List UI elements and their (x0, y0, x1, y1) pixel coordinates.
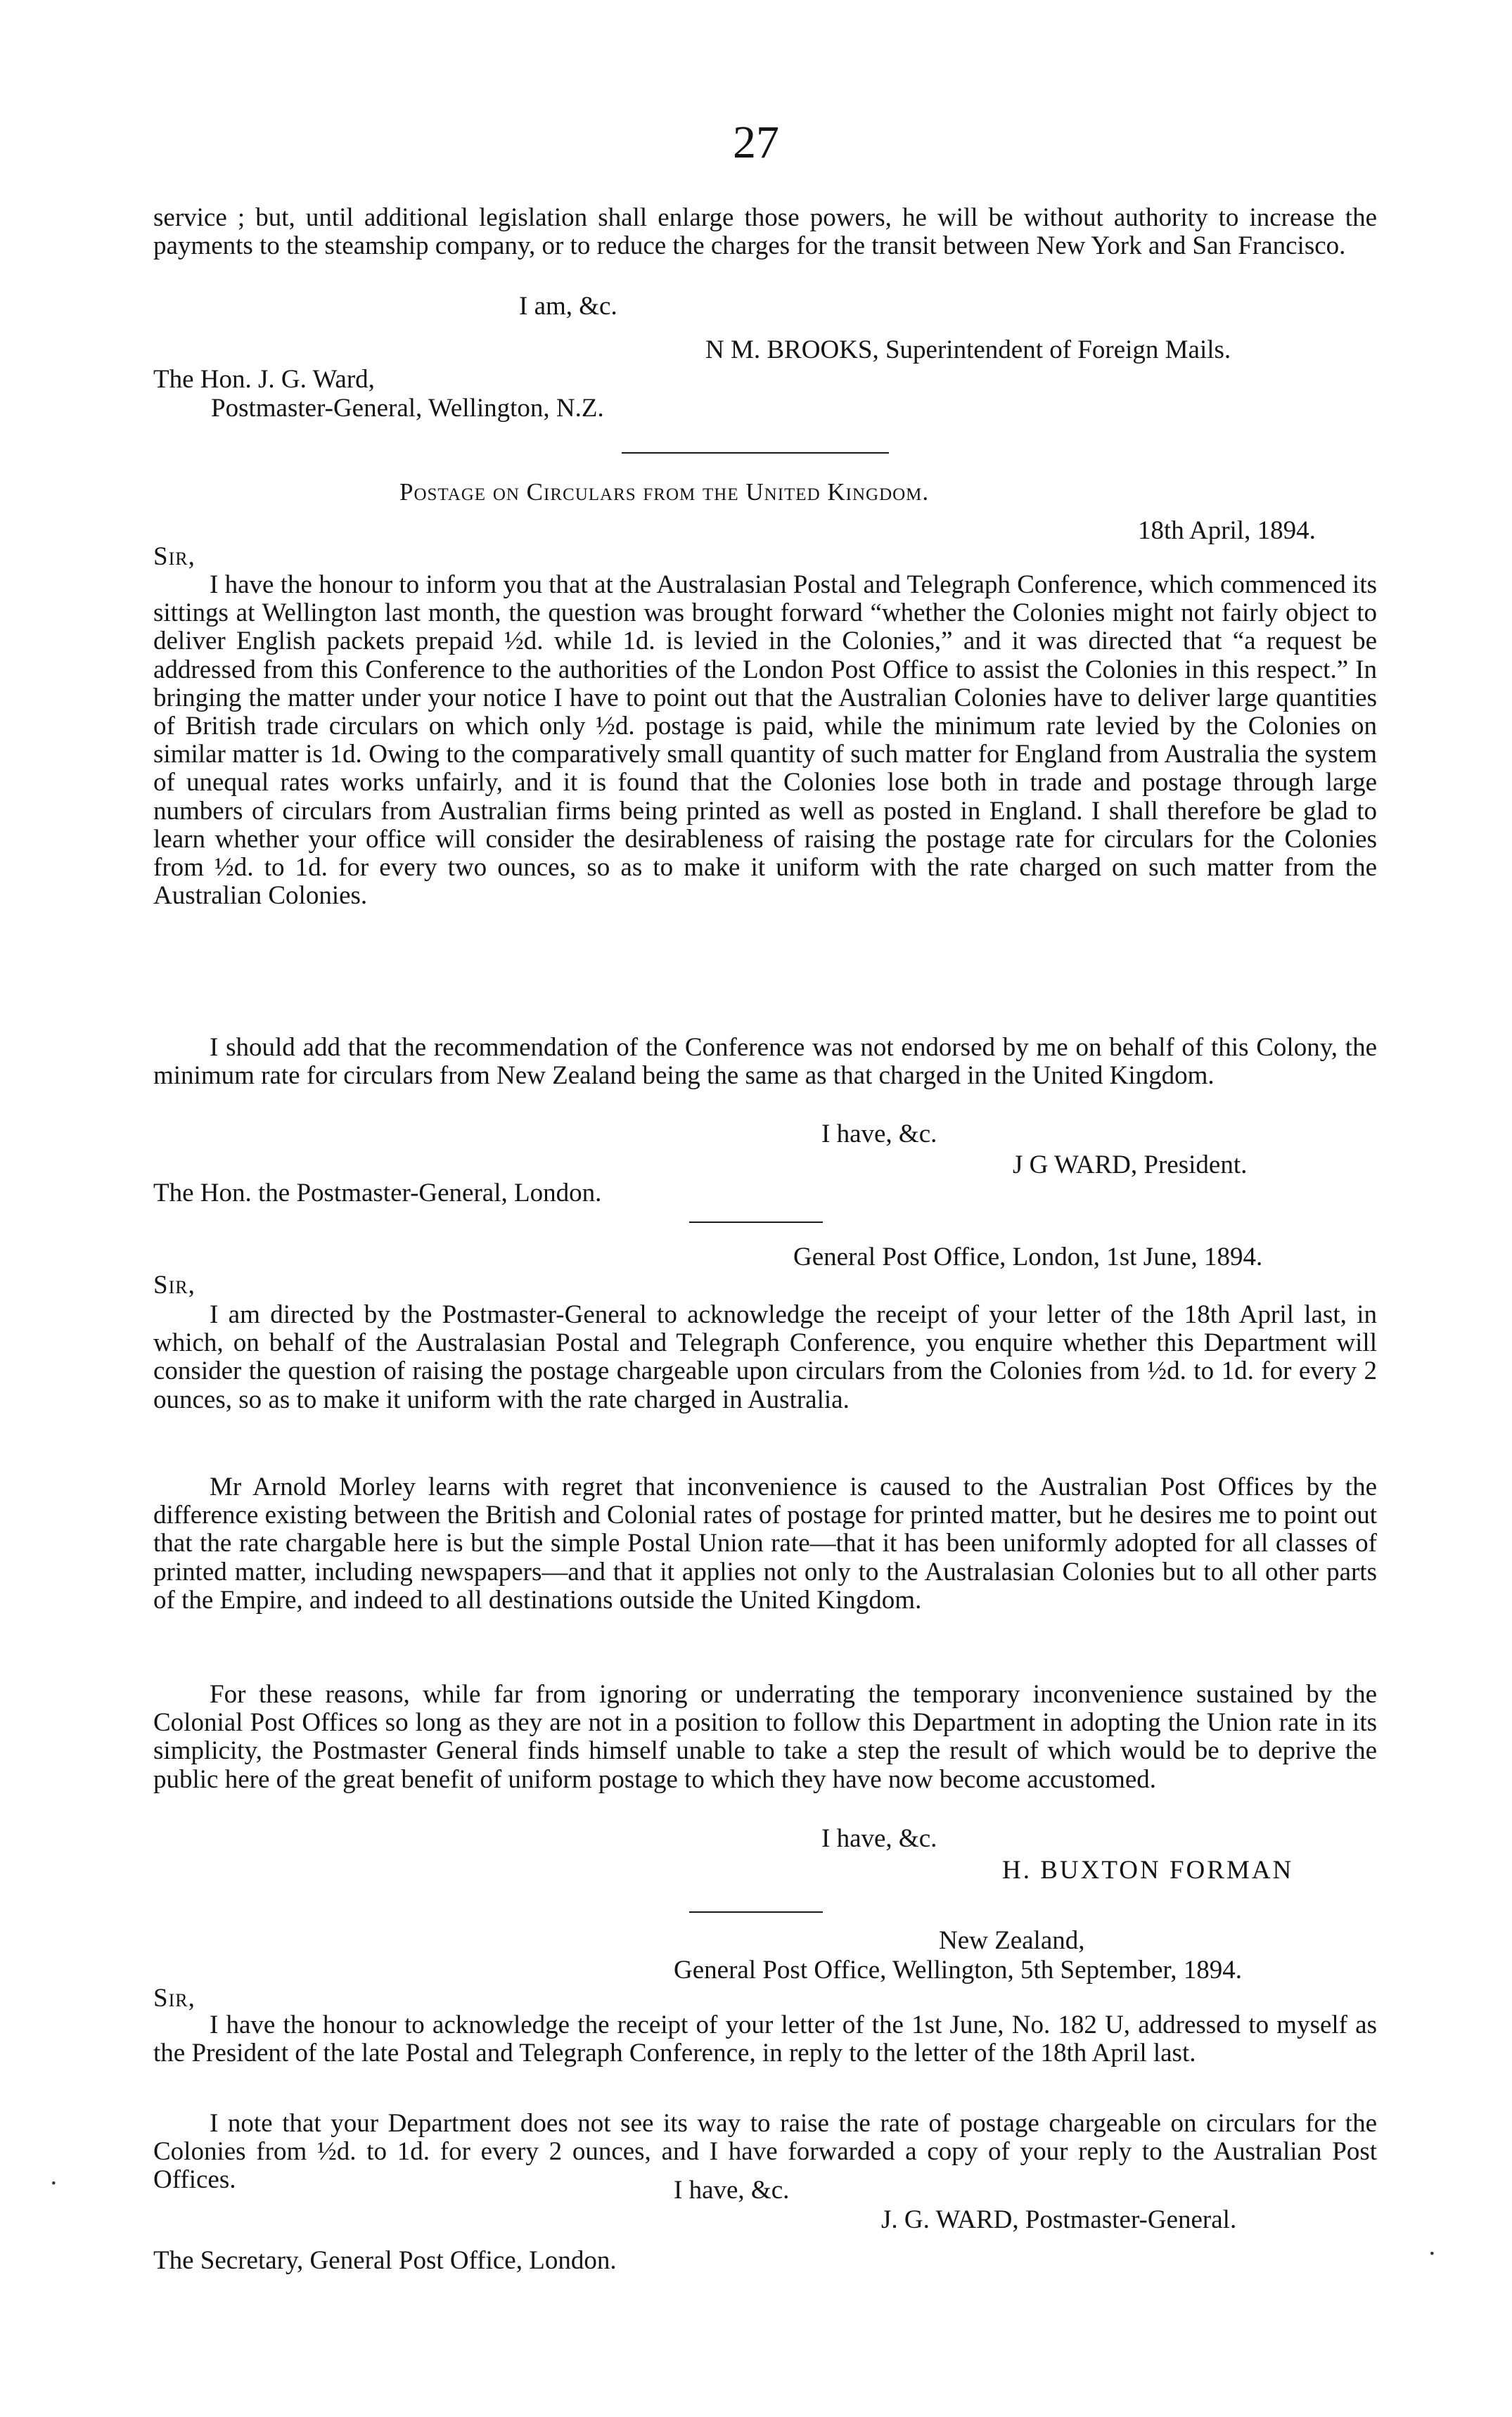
letter4-paragraph-2: I note that your Department does not see its way to raise the rate of postage chargeable on circulars for the Colonies from ½d. to 1d. for every 2 ounces, and I have forwarded a copy of your reply to the Australian Post Offices. (153, 2109, 1377, 2195)
letter3-paragraph-2: Mr Arnold Morley learns with regret that inconvenience is caused to the Australian Post Offices by the difference existing between the British and Colonial rates of postage for printed matter, but he desires me to point out that the rate chargable here is but the simple Postal Union rate—that it has been uniformly adopted for all classes of printed matter, including newspapers—and that it applies not only to the Australasian Colonies but to all other parts of the Empire, and indeed to all destinations outside the United Kingdom. (153, 1473, 1377, 1615)
section-divider (622, 452, 889, 454)
letter1-body: service ; but, until additional legislation shall enlarge those powers, he will be without authority to increase the payments to the steamship company, or to reduce the charges for the transit between New York and San Francisco. (153, 203, 1377, 261)
letter2-closing: I have, &c. (821, 1120, 937, 1148)
letter4-closing: I have, &c. (674, 2176, 790, 2205)
letter1-closing: I am, &c. (519, 292, 617, 321)
letter2-paragraph-2: I should add that the recommendation of the Conference was not endorsed by me on behalf of this Colony, the minimum rate for circulars from New Zealand being the same as that charged in the United Kingdom. (153, 1033, 1377, 1091)
margin-mark: · (49, 2169, 58, 2198)
letter4-paragraph-1: I have the honour to acknowledge the receipt of your letter of the 1st June, No. 182 U, addressed to myself as the President of the late Postal and Telegraph Conference, in reply to the letter of the 18th April last. (153, 2011, 1377, 2068)
letter1-signature: N M. BROOKS, Superintendent of Foreign Mails. (705, 335, 1231, 364)
letter4-addressee: The Secretary, General Post Office, London. (153, 2246, 617, 2275)
letter1-addressee-title: Postmaster-General, Wellington, N.Z. (211, 394, 604, 423)
section-divider (689, 1911, 823, 1913)
letter1-addressee-name: The Hon. J. G. Ward, (153, 365, 375, 394)
section-divider (689, 1222, 823, 1223)
letter2-date: 18th April, 1894. (1138, 516, 1316, 545)
letter2-salutation: Sir, (153, 542, 196, 571)
section-heading: Postage on Circulars from the United Kingdom. (399, 478, 930, 506)
letter2-paragraph-1: I have the honour to inform you that at the Australasian Postal and Telegraph Conference, which commenced its sittings at Wellington last month, the question was brought forward “whether the Colonies might not fairly object to deliver English packets prepaid ½d. while 1d. is levied in the Colonies,” and it was directed that “a request be addressed from this Conference to the authorities of the London Post Office to assist the Colonies in this respect.” In bringing the matter under your notice I have to point out that the Australian Colonies have to deliver large quantities of British trade circulars on which only ½d. postage is paid, while the minimum rate levied by the Colonies on similar matter is 1d. Owing to the comparatively small quantity of such matter for England from Australia the system of unequal rates works unfairly, and it is found that the Colonies lose both in trade and postage through large numbers of circulars from Australian firms being printed as well as posted in England. I shall therefore be glad to learn whether your office will consider the desirableness of raising the postage rate for circulars for the Colonies from ½d. to 1d. for every two ounces, so as to make it uniform with the rate charged on such matter from the Australian Colonies. (153, 570, 1377, 911)
letter3-salutation: Sir, (153, 1271, 196, 1300)
letter3-date: General Post Office, London, 1st June, 1894. (793, 1243, 1263, 1271)
letter3-signature: H. BUXTON FORMAN (1002, 1856, 1294, 1885)
letter2-addressee: The Hon. the Postmaster-General, London. (153, 1179, 602, 1207)
letter4-signature: J. G. WARD, Postmaster-General. (881, 2205, 1237, 2234)
letter4-salutation: Sir, (153, 1984, 196, 2013)
margin-mark: · (1428, 2239, 1437, 2269)
letter3-closing: I have, &c. (821, 1824, 937, 1853)
letter3-paragraph-1: I am directed by the Postmaster-General to acknowledge the receipt of your letter of the 18th April last, in which, on behalf of the Australasian Postal and Telegraph Conference, you enquire whether this Department will consider the question of raising the postage chargeable upon circulars from the Colonies from ½d. to 1d. for every 2 ounces, so as to make it uniform with the rate charged in Australia. (153, 1300, 1377, 1414)
letter4-date: General Post Office, Wellington, 5th September, 1894. (674, 1956, 1243, 1985)
letter2-signature: J G WARD, President. (1013, 1150, 1248, 1179)
page-number: 27 (733, 117, 779, 168)
letter4-place: New Zealand, (939, 1926, 1085, 1955)
letter3-paragraph-3: For these reasons, while far from ignoring or underrating the temporary inconvenience sustained by the Colonial Post Offices so long as they are not in a position to follow this Department in adopting the Union rate in its simplicity, the Postmaster General finds himself unable to take a step the result of which would be to deprive the public here of the great benefit of uniform postage to which they have now become accustomed. (153, 1680, 1377, 1794)
